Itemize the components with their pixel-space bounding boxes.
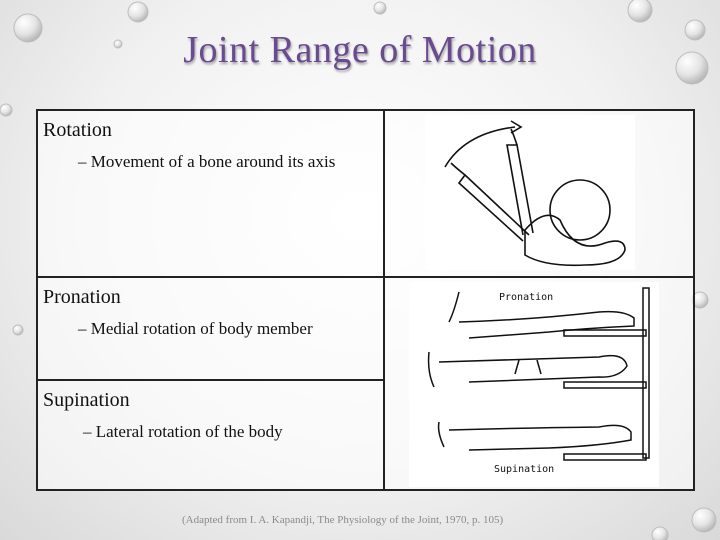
supination-cell [38, 381, 385, 489]
rotation-cell [38, 111, 385, 278]
source-caption: (Adapted from I. A. Kapandji, The Physiology of the Joint, 1970, p. 105) [182, 514, 504, 526]
pronation-supination-figure-cell [385, 278, 693, 489]
supination-heading: Supination [43, 389, 130, 411]
pronation-cell [38, 278, 385, 381]
pronation-heading: Pronation [43, 286, 121, 308]
pronation-figure-label: Pronation [499, 292, 554, 303]
supination-description: – Lateral rotation of the body [83, 422, 283, 441]
slide-title: Joint Range of Motion [183, 29, 537, 71]
pronation-description: – Medial rotation of body member [78, 319, 313, 338]
forearm-pronation-supination-illustration [409, 282, 659, 487]
content-table [36, 109, 695, 491]
shoulder-rotation-illustration [425, 115, 635, 270]
supination-figure-label: Supination [494, 464, 555, 475]
rotation-heading: Rotation [43, 119, 112, 141]
rotation-description: – Movement of a bone around its axis [78, 152, 336, 171]
rotation-figure-cell [385, 111, 693, 278]
